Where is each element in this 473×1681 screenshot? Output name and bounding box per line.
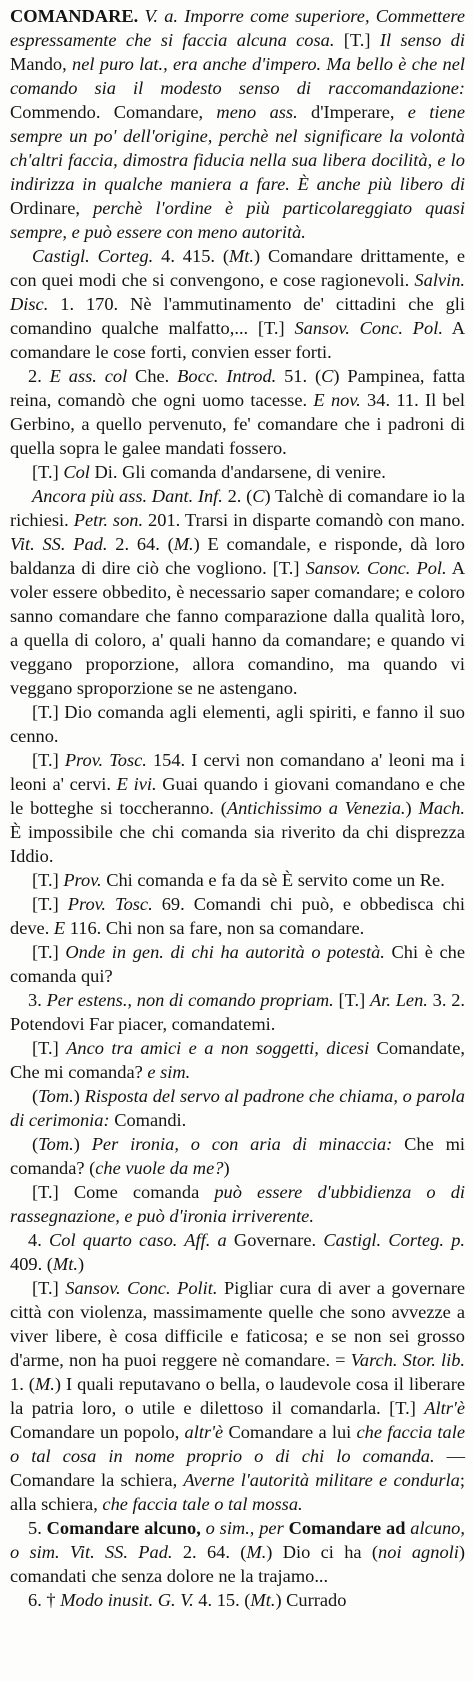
authority-note: [T.] Onde in gen. di chi ha autorità o potestà. Chi è che comanda qui? [10, 942, 466, 986]
sense-4: 4. Col quarto caso. Aff. a Governare. Castigl. Corteg. p. 409. (Mt.) [10, 1230, 466, 1274]
sense-5: 5. Comandare alcuno, o sim., per Comandare ad alcuno, o sim. Vit. SS. Pad. 2. 64. (M.) Dio ci ha (noi agnoli) comandati che senza dolore ne la trajamo... [10, 1518, 465, 1586]
sense-2: 2. E ass. col Che. Bocc. Introd. 51. (C) Pampinea, fatta reina, comandò che ogni uomo tacesse. E nov. 34. 11. Il bel Gerbino, a quello pervenuto, fe' comandare che i padroni di quella sopra le galee mandati fossero. [10, 366, 466, 458]
citation-paragraph: Castigl. Corteg. 4. 415. (Mt.) Comandare drittamente, e con quei modi che si convengono, e cose ragionevoli. Salvin. Disc. 1. 170. Nè l'ammutinamento de' cittadini che gli comandino qualche malfatto,... [T.] Sansov. Conc. Pol. A comandare le cose forti, convien esser forti. [10, 246, 465, 362]
example-paragraph: [T.] Dio comanda agli elementi, agli spiriti, e fanno il suo cenno. [10, 702, 465, 746]
sense-3-note: [T.] Anco tra amici e a non soggetti, dicesi Comandate, Che mi comanda? e sim. [10, 1038, 466, 1082]
sense-2-absolute: Ancora più ass. Dant. Inf. 2. (C) Talchè di comandare io la richiesi. Petr. son. 201. Trarsi in disparte comandò con mano. Vit. SS. Pad. 2. 64. (M.) E comandale, e risponde, dà loro baldanza di dire ciò che vogliono. [T.] Sansov. Conc. Pol. A voler essere obbedito, è necessario saper comandare; e coloro sanno comandare che fanno comparazione dalla qualità loro, a quella di coloro, a' quali hanno da comandare; e quando vi veggano proporzione, allora comandino, ma quando vi veggano sproporzione se ne astengano. [10, 486, 466, 698]
proverb-paragraph: [T.] Prov. Tosc. 154. I cervi non comandano a' leoni ma i leoni a' cervi. E ivi. Guai quando i giovani comandano e che le botteghe si toccheranno. (Antichissimo a Venezia.) Mach. È impossibile che chi comanda sia riverito da chi disprezza Iddio. [10, 750, 466, 866]
sense-2-note: [T.] Col Di. Gli comanda d'andarsene, di venire. [32, 462, 386, 482]
proverb-paragraph: [T.] Prov. Tosc. 69. Comandi chi può, e obbedisca chi deve. E 116. Chi non sa fare, non sa comandare. [10, 894, 466, 938]
sense-3-note: [T.] Come comanda può essere d'ubbidienza o di rassegnazione, e può d'ironia irriverente. [10, 1182, 465, 1226]
proverb-paragraph: [T.] Prov. Chi comanda e fa da sè È servito come un Re. [32, 870, 445, 890]
sense-6: 6. † Modo inusit. G. V. 4. 15. (Mt.) Currado [28, 1590, 347, 1610]
sense-3-note: (Tom.) Risposta del servo al padrone che chiama, o parola di cerimonia: Comandi. [10, 1086, 465, 1130]
sense-3: 3. Per estens., non di comando propriam. [T.] Ar. Len. 3. 2. Potendovi Far piacer, comandatemi. [10, 990, 465, 1034]
entry-definition: COMANDARE. V. a. Imporre come superiore, Commettere espressamente che si faccia alcuna cosa. [T.] Il senso di Mando, nel puro lat., era anche d'impero. Ma bello è che nel comando sia il modesto senso di raccomandazione: Commendo. Comandare, meno ass. d'Imperare, e tiene sempre un po' dell'origine, perchè nel significare la volontà ch'altri faccia, dimostra fiducia nella sua libera docilità, e lo indirizza in qualche maniera a fare. È anche più libero di Ordinare, perchè l'ordine è più particolareggiato quasi sempre, e può essere con meno autorità. [10, 6, 466, 242]
sense-3-note: (Tom.) Per ironia, o con aria di minaccia: Che mi comanda? (che vuole da me?) [10, 1134, 465, 1178]
sense-4-citations: [T.] Sansov. Conc. Polit. Pigliar cura di aver a governare città con violenza, massimamente quelle che sono avvezze a viver libere, è cosa difficile e faticosa; e se non sei grosso d'arme, non ha puoi reggere nè comandare. = Varch. Stor. lib. 1. (M.) I quali reputavano o bella, o laudevole cosa il liberare la patria loro, o utile e dilettoso il comandarla. [T.] Altr'è Comandare un popolo, altr'è Comandare a lui che faccia tale o tal cosa in nome proprio o di chi lo comanda. — Comandare la schiera, Averne l'autorità militare e condurla; alla schiera, che faccia tale o tal mossa. [10, 1278, 465, 1514]
